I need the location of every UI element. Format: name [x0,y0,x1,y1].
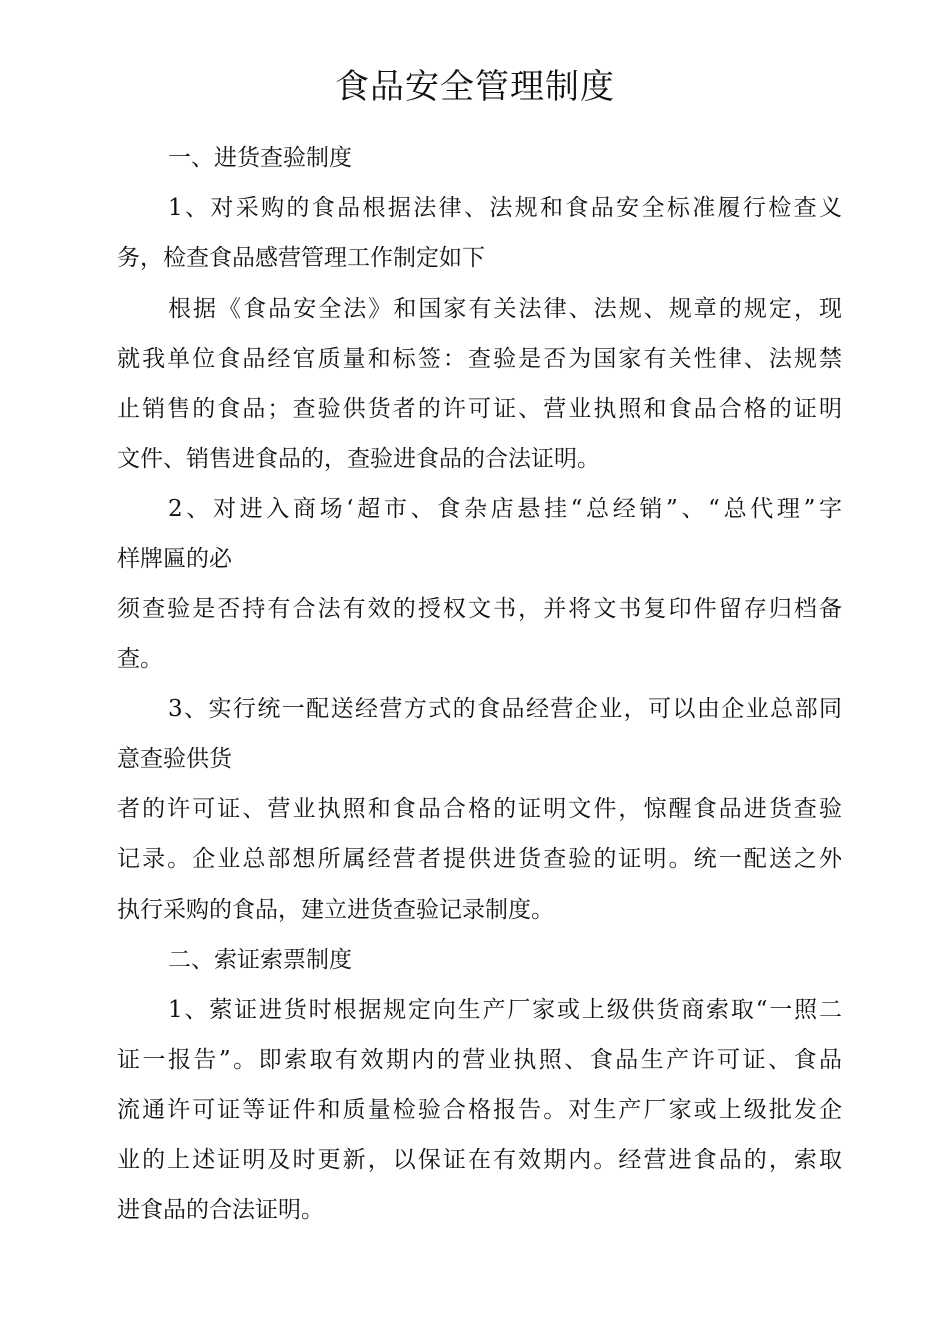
paragraph-line: 者的许可证、营业执照和食品合格的证明文件，惊醒食品进货查验 [117,796,842,822]
paragraph-line: 查。 [117,646,163,672]
paragraph-line: 1、萦证进货时根据规定向生产厂家或上级供货商索取“一照二 [168,997,842,1023]
paragraph-line: 根据《食品安全法》和国家有关法律、法规、规章的规定，现 [168,296,842,322]
paragraph-line: 执行采购的食品，建立进货查验记录制度。 [117,897,554,923]
section-heading: 一、进货查验制度 [168,145,352,171]
paragraph-line: 1、对采购的食品根据法律、法规和食品安全标准履行检查义 [168,195,842,221]
paragraph-line: 记录。企业总部想所属经营者提供进货查验的证明。统一配送之外 [117,846,842,872]
paragraph-line: 业的上述证明及时更新，以保证在有效期内。经营进食品的，索取 [117,1147,842,1173]
document-title: 食品安全管理制度 [335,67,615,107]
section-heading: 二、索证索票制度 [168,947,352,973]
paragraph-line: 证一报告”。即索取有效期内的营业执照、食品生产许可证、食品 [117,1047,842,1073]
paragraph-line: 务，检查食品感营管理工作制定如下 [117,245,485,271]
paragraph-line: 3、实行统一配送经营方式的食品经营企业，可以由企业总部同 [168,696,842,722]
paragraph-line: 就我单位食品经官质量和标签：查验是否为国家有关性律、法规禁 [117,346,842,372]
paragraph-line: 2、对进入商场‘超市、食杂店悬挂“总经销”、“总代理”字 [168,496,842,522]
paragraph-line: 流通许可证等证件和质量检验合格报告。对生产厂家或上级批发企 [117,1097,842,1123]
paragraph-line: 文件、销售进食品的，查验进食品的合法证明。 [117,446,600,472]
paragraph-line: 止销售的食品；查验供货者的许可证、营业执照和食品合格的证明 [117,396,842,422]
paragraph-line: 意查验供货 [117,746,232,772]
paragraph-line: 须查验是否持有合法有效的授权文书，并将文书复印件留存归档备 [117,596,842,622]
paragraph-line: 进食品的合法证明。 [117,1197,324,1223]
paragraph-line: 样牌匾的必 [117,546,232,572]
